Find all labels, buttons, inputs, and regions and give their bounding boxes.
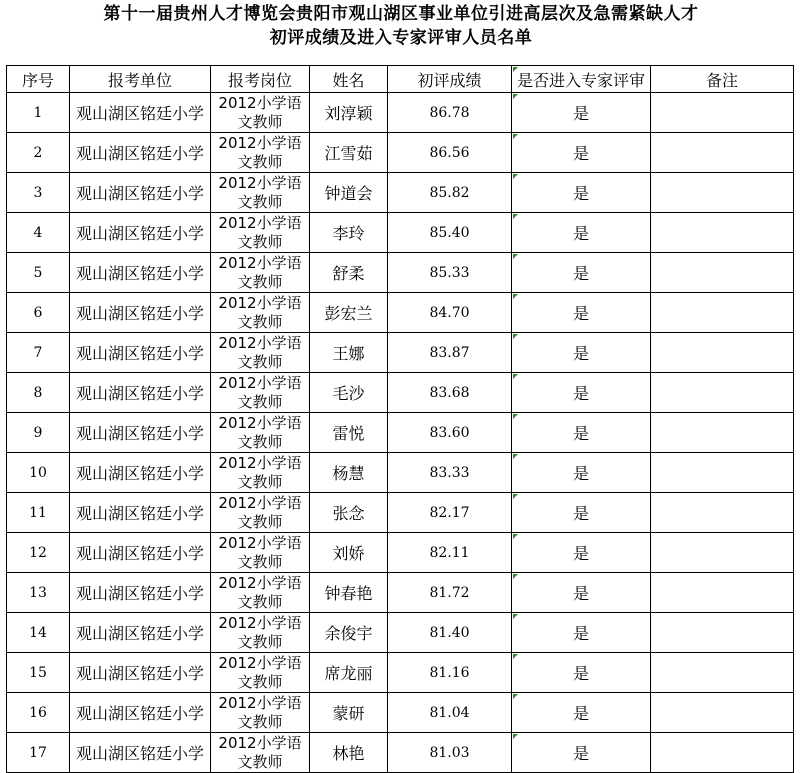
cell-post: 2012小学语文教师 (211, 693, 310, 733)
cell-seq: 5 (7, 253, 70, 293)
cell-score: 83.68 (388, 373, 512, 413)
cell-review: 是 (512, 493, 651, 533)
table-row (7, 453, 794, 493)
cell-seq: 15 (7, 653, 70, 693)
cell-remark (651, 333, 794, 373)
cell-review: 是 (512, 653, 651, 693)
cell-name: 王娜 (310, 333, 388, 373)
cell-name: 江雪茹 (310, 133, 388, 173)
cell-review: 是 (512, 293, 651, 333)
cell-seq: 2 (7, 133, 70, 173)
cell-remark (651, 733, 794, 773)
cell-post: 2012小学语文教师 (211, 733, 310, 773)
cell-unit: 观山湖区铭廷小学 (70, 493, 211, 533)
table-row (7, 133, 794, 173)
cell-score: 86.78 (388, 93, 512, 133)
cell-remark (651, 613, 794, 653)
header-review: 是否进入专家评审 (512, 66, 651, 93)
cell-seq: 6 (7, 293, 70, 333)
cell-post: 2012小学语文教师 (211, 173, 310, 213)
cell-post: 2012小学语文教师 (211, 93, 310, 133)
cell-score: 83.60 (388, 413, 512, 453)
cell-seq: 3 (7, 173, 70, 213)
cell-remark (651, 293, 794, 333)
cell-remark (651, 173, 794, 213)
cell-review: 是 (512, 173, 651, 213)
cell-seq: 11 (7, 493, 70, 533)
cell-seq: 12 (7, 533, 70, 573)
table-row (7, 733, 794, 773)
cell-unit: 观山湖区铭廷小学 (70, 93, 211, 133)
cell-unit: 观山湖区铭廷小学 (70, 533, 211, 573)
cell-unit: 观山湖区铭廷小学 (70, 173, 211, 213)
cell-unit: 观山湖区铭廷小学 (70, 333, 211, 373)
cell-seq: 10 (7, 453, 70, 493)
header-seq: 序号 (7, 66, 70, 93)
cell-score: 81.03 (388, 733, 512, 773)
cell-post: 2012小学语文教师 (211, 453, 310, 493)
cell-unit: 观山湖区铭廷小学 (70, 653, 211, 693)
results-table (6, 65, 794, 773)
cell-post: 2012小学语文教师 (211, 573, 310, 613)
cell-name: 舒柔 (310, 253, 388, 293)
cell-review: 是 (512, 613, 651, 653)
cell-remark (651, 373, 794, 413)
cell-unit: 观山湖区铭廷小学 (70, 733, 211, 773)
table-row (7, 493, 794, 533)
table-row (7, 413, 794, 453)
cell-review: 是 (512, 333, 651, 373)
cell-remark (651, 133, 794, 173)
cell-name: 席龙丽 (310, 653, 388, 693)
cell-score: 85.33 (388, 253, 512, 293)
cell-score: 83.33 (388, 453, 512, 493)
cell-score: 82.17 (388, 493, 512, 533)
cell-post: 2012小学语文教师 (211, 133, 310, 173)
table-row (7, 333, 794, 373)
cell-post: 2012小学语文教师 (211, 613, 310, 653)
cell-review: 是 (512, 253, 651, 293)
table-row (7, 373, 794, 413)
cell-score: 86.56 (388, 133, 512, 173)
cell-remark (651, 653, 794, 693)
cell-review: 是 (512, 693, 651, 733)
cell-unit: 观山湖区铭廷小学 (70, 133, 211, 173)
cell-remark (651, 213, 794, 253)
cell-score: 81.72 (388, 573, 512, 613)
table-row (7, 173, 794, 213)
cell-review: 是 (512, 213, 651, 253)
cell-name: 刘淳颖 (310, 93, 388, 133)
cell-post: 2012小学语文教师 (211, 653, 310, 693)
cell-seq: 9 (7, 413, 70, 453)
cell-unit: 观山湖区铭廷小学 (70, 453, 211, 493)
cell-unit: 观山湖区铭廷小学 (70, 213, 211, 253)
cell-seq: 14 (7, 613, 70, 653)
cell-seq: 16 (7, 693, 70, 733)
header-unit: 报考单位 (70, 66, 211, 93)
table-row (7, 613, 794, 653)
header-row (7, 66, 794, 93)
cell-post: 2012小学语文教师 (211, 213, 310, 253)
cell-score: 82.11 (388, 533, 512, 573)
table-row (7, 293, 794, 333)
cell-name: 林艳 (310, 733, 388, 773)
cell-unit: 观山湖区铭廷小学 (70, 613, 211, 653)
cell-remark (651, 453, 794, 493)
cell-name: 钟道会 (310, 173, 388, 213)
header-remark: 备注 (651, 66, 794, 93)
cell-score: 84.70 (388, 293, 512, 333)
cell-review: 是 (512, 413, 651, 453)
cell-review: 是 (512, 733, 651, 773)
cell-remark (651, 413, 794, 453)
cell-name: 彭宏兰 (310, 293, 388, 333)
cell-score: 83.87 (388, 333, 512, 373)
cell-name: 余俊宇 (310, 613, 388, 653)
cell-remark (651, 573, 794, 613)
table-row (7, 213, 794, 253)
cell-post: 2012小学语文教师 (211, 373, 310, 413)
cell-review: 是 (512, 133, 651, 173)
cell-post: 2012小学语文教师 (211, 413, 310, 453)
table-row (7, 573, 794, 613)
cell-remark (651, 693, 794, 733)
cell-seq: 4 (7, 213, 70, 253)
table-row (7, 533, 794, 573)
cell-review: 是 (512, 93, 651, 133)
cell-remark (651, 253, 794, 293)
cell-unit: 观山湖区铭廷小学 (70, 293, 211, 333)
cell-name: 张念 (310, 493, 388, 533)
cell-unit: 观山湖区铭廷小学 (70, 573, 211, 613)
cell-score: 85.82 (388, 173, 512, 213)
title-line-2: 初评成绩及进入专家评审人员名单 (269, 28, 533, 48)
cell-name: 毛沙 (310, 373, 388, 413)
cell-review: 是 (512, 573, 651, 613)
cell-unit: 观山湖区铭廷小学 (70, 253, 211, 293)
cell-remark (651, 533, 794, 573)
cell-post: 2012小学语文教师 (211, 253, 310, 293)
cell-name: 杨慧 (310, 453, 388, 493)
header-name: 姓名 (310, 66, 388, 93)
cell-name: 蒙研 (310, 693, 388, 733)
cell-post: 2012小学语文教师 (211, 333, 310, 373)
cell-post: 2012小学语文教师 (211, 533, 310, 573)
cell-unit: 观山湖区铭廷小学 (70, 413, 211, 453)
cell-post: 2012小学语文教师 (211, 293, 310, 333)
cell-review: 是 (512, 373, 651, 413)
cell-seq: 17 (7, 733, 70, 773)
cell-score: 81.04 (388, 693, 512, 733)
cell-name: 刘娇 (310, 533, 388, 573)
header-post: 报考岗位 (211, 66, 310, 93)
cell-unit: 观山湖区铭廷小学 (70, 373, 211, 413)
cell-name: 雷悦 (310, 413, 388, 453)
header-score: 初评成绩 (388, 66, 512, 93)
table-row (7, 653, 794, 693)
cell-post: 2012小学语文教师 (211, 493, 310, 533)
table-row (7, 253, 794, 293)
cell-review: 是 (512, 533, 651, 573)
cell-review: 是 (512, 453, 651, 493)
cell-seq: 13 (7, 573, 70, 613)
cell-score: 85.40 (388, 213, 512, 253)
table-row (7, 693, 794, 733)
cell-seq: 1 (7, 93, 70, 133)
cell-remark (651, 493, 794, 533)
cell-seq: 8 (7, 373, 70, 413)
cell-unit: 观山湖区铭廷小学 (70, 693, 211, 733)
title-line-1: 第十一届贵州人才博览会贵阳市观山湖区事业单位引进高层次及急需紧缺人才 (103, 4, 699, 24)
table-row (7, 93, 794, 133)
cell-score: 81.16 (388, 653, 512, 693)
cell-remark (651, 93, 794, 133)
cell-seq: 7 (7, 333, 70, 373)
cell-name: 钟春艳 (310, 573, 388, 613)
document-title (0, 2, 802, 50)
cell-name: 李玲 (310, 213, 388, 253)
cell-score: 81.40 (388, 613, 512, 653)
